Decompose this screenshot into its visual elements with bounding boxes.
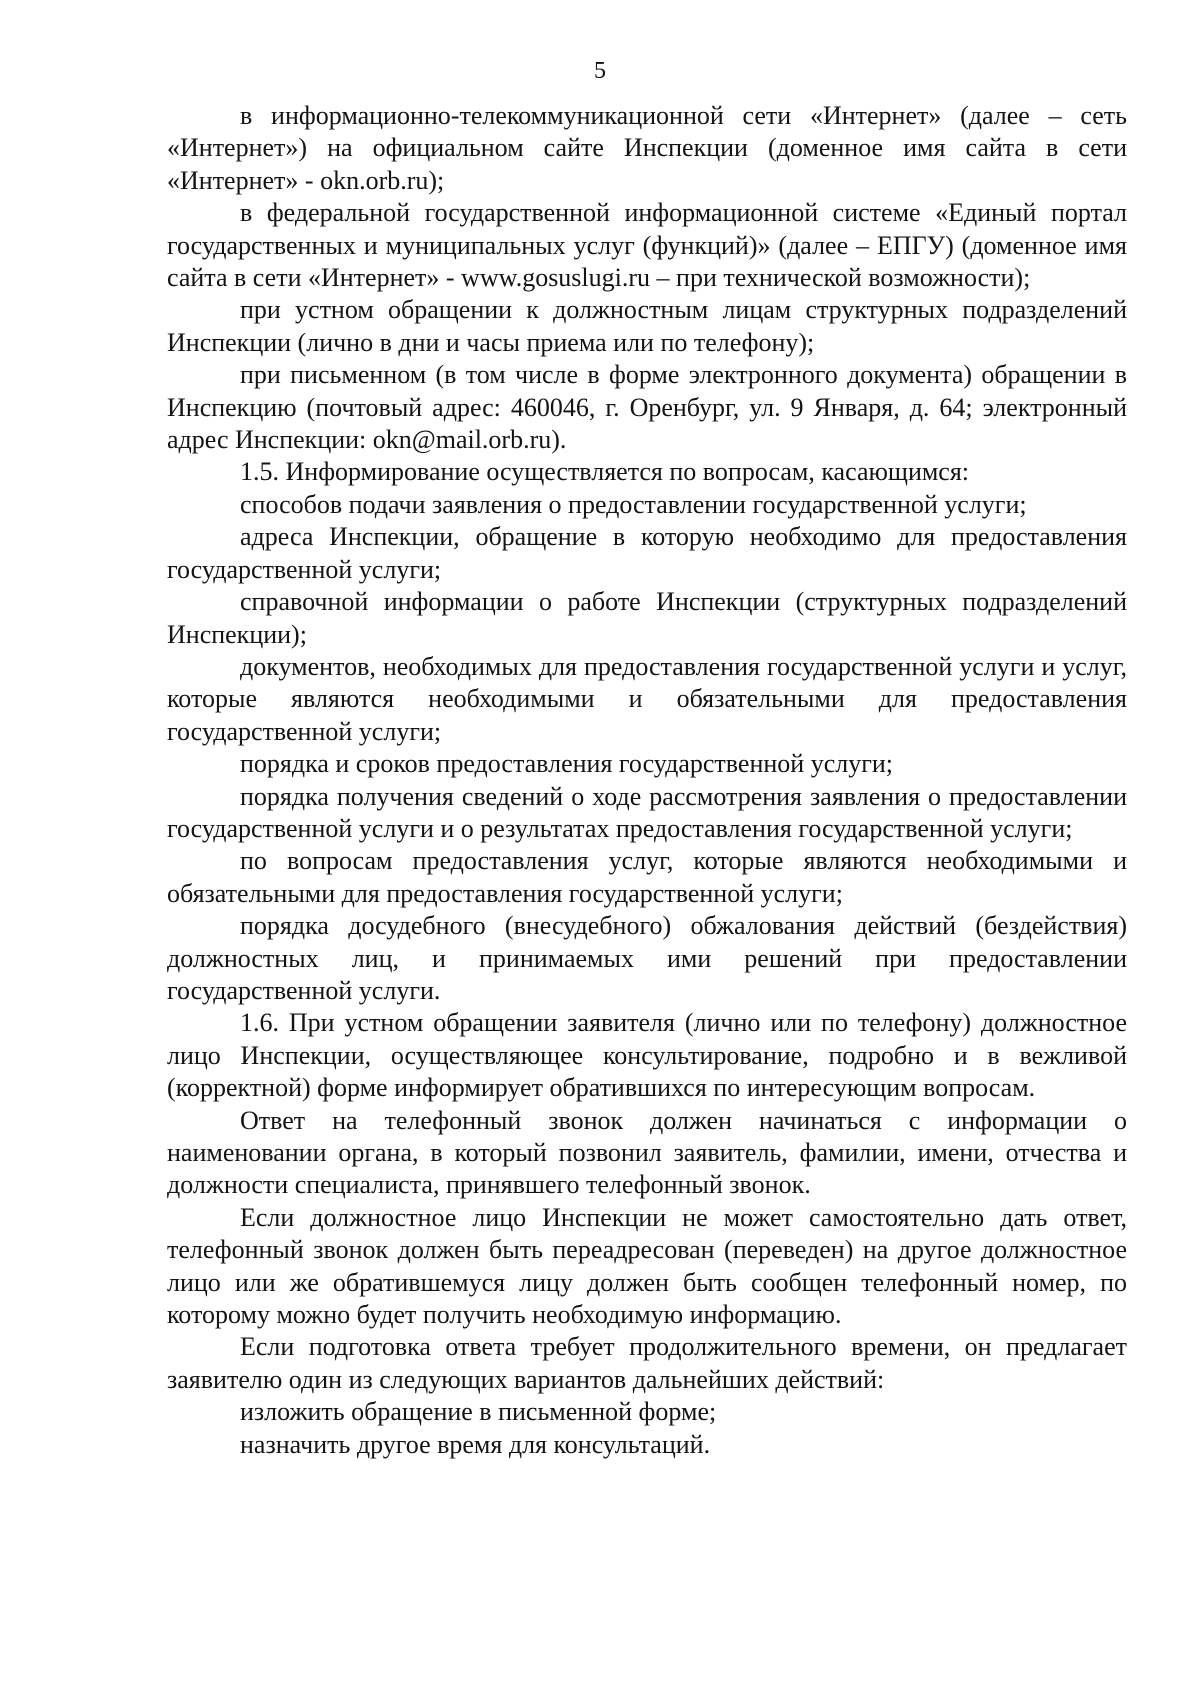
paragraph: Если подготовка ответа требует продолжительного времени, он предлагает заявителю один из следующих вариантов дальнейших действий: xyxy=(167,1332,1127,1394)
paragraph: назначить другое время для консультаций. xyxy=(240,1429,711,1459)
paragraph: способов подачи заявления о предоставлении государственной услуги; xyxy=(240,489,1027,519)
paragraph: порядка досудебного (внесудебного) обжалования действий (бездействия) должностных лиц, и принимаемых ими решений при предоставлении государственной услуги. xyxy=(167,911,1127,1005)
paragraph: при устном обращении к должностным лицам структурных подразделений Инспекции (лично в дни и часы приема или по телефону); xyxy=(167,295,1127,357)
paragraph: адреса Инспекции, обращение в которую необходимо для предоставления государственной услуги; xyxy=(167,522,1127,584)
paragraph: в федеральной государственной информационной системе «Единый портал государственных и муниципальных услуг (функций)» (далее – ЕПГУ) (доменное имя сайта в сети «Интернет» - www.gosuslugi.ru – при технической возможности); xyxy=(167,198,1127,293)
paragraph: по вопросам предоставления услуг, которые являются необходимыми и обязательными для предоставления государственной услуги; xyxy=(167,846,1127,908)
section-heading-1-5: 1.5. Информирование осуществляется по вопросам, касающимся: xyxy=(240,457,970,487)
paragraph: порядка и сроков предоставления государственной услуги; xyxy=(240,749,894,779)
paragraph: порядка получения сведений о ходе рассмотрения заявления о предоставлении государственной услуги и о результатах предоставления государственной услуги; xyxy=(167,781,1127,843)
paragraph: в информационно-телекоммуникационной сети «Интернет» (далее – сеть «Интернет») на официальном сайте Инспекции (доменное имя сайта в сети «Интернет» - okn.orb.ru); xyxy=(167,101,1127,195)
page-number: 5 xyxy=(594,58,606,84)
paragraph: при письменном (в том числе в форме электронного документа) обращении в Инспекцию (почтовый адрес: 460046, г. Оренбург, ул. 9 Января, д. 64; электронный адрес Инспекции: okn@mail.orb.ru). xyxy=(167,360,1127,455)
paragraph: Если должностное лицо Инспекции не может самостоятельно дать ответ, телефонный звонок должен быть переадресован (переведен) на другое должностное лицо или же обратившемуся лицу должен быть сообщен телефонный номер, по которому можно будет получить необходимую информацию. xyxy=(167,1202,1127,1330)
paragraph: изложить обращение в письменной форме; xyxy=(240,1397,717,1427)
paragraph: документов, необходимых для предоставления государственной услуги и услуг, которые являются необходимыми и обязательными для предоставления государственной услуги; xyxy=(167,651,1127,746)
paragraph: Ответ на телефонный звонок должен начинаться с информации о наименовании органа, в который позвонил заявитель, фамилии, имени, отчества и должности специалиста, принявшего телефонный звонок. xyxy=(167,1105,1127,1200)
section-1-6-paragraph: 1.6. При устном обращении заявителя (лично или по телефону) должностное лицо Инспекции, осуществляющее консультирование, подробно и в вежливой (корректной) форме информирует обратившихся по интересующим вопросам. xyxy=(167,1008,1127,1103)
document-body xyxy=(167,100,1127,1461)
paragraph: справочной информации о работе Инспекции (структурных подразделений Инспекции); xyxy=(167,587,1127,649)
